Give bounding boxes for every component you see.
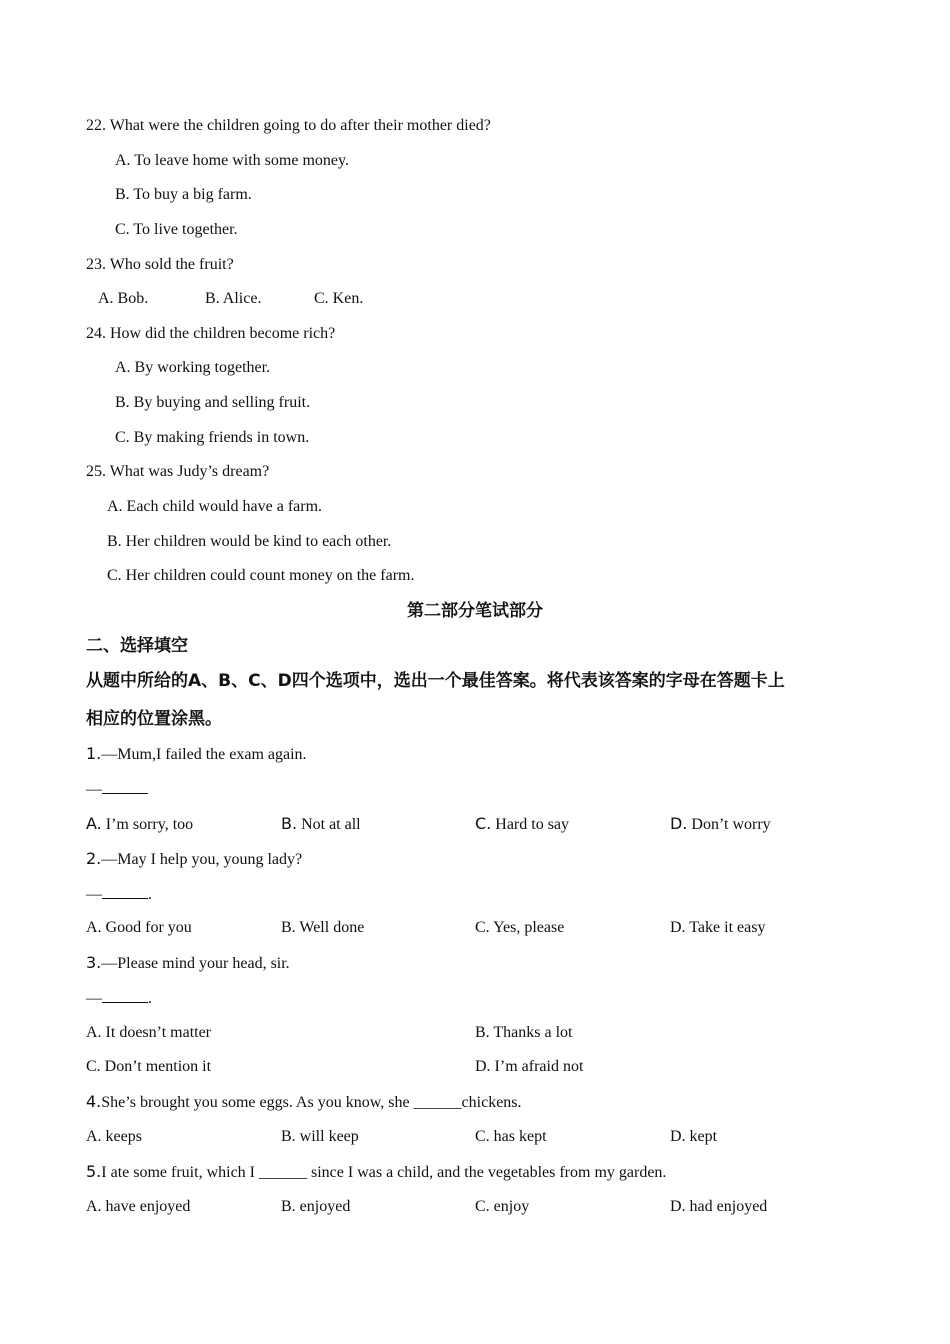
- question-23-option-a: A. Bob.: [98, 290, 149, 307]
- question-22-option-a: A. To leave home with some money.: [115, 152, 349, 169]
- part-two-title: 第二部分笔试部分: [407, 601, 543, 621]
- question-1-option-a: A. I’m sorry, too: [86, 814, 194, 833]
- question-24-option-b: B. By buying and selling fruit.: [115, 394, 311, 411]
- question-23-option-b: B. Alice.: [205, 290, 262, 307]
- question-3-reply: — .: [86, 990, 152, 1007]
- question-5-option-c: C. enjoy: [475, 1198, 530, 1215]
- question-25-option-b: B. Her children would be kind to each other.: [107, 533, 392, 550]
- question-3-option-c: C. Don’t mention it: [86, 1058, 212, 1075]
- instruction-line-1: 从题中所给的A、B、C、D四个选项中，选出一个最佳答案。将代表该答案的字母在答题卡上: [86, 671, 785, 691]
- question-3-option-a: A. It doesn’t matter: [86, 1024, 212, 1041]
- question-5-option-d: D. had enjoyed: [670, 1198, 768, 1215]
- question-25-stem: 25. What was Judy’s dream?: [86, 463, 270, 480]
- question-3-option-b: B. Thanks a lot: [475, 1024, 573, 1041]
- question-22-stem: 22. What were the children going to do after their mother died?: [86, 117, 491, 134]
- question-24-option-c: C. By making friends in town.: [115, 429, 310, 446]
- question-23-stem: 23. Who sold the fruit?: [86, 256, 234, 273]
- question-2-option-d: D. Take it easy: [670, 919, 766, 936]
- answer-blank: [102, 988, 148, 1003]
- answer-blank: [102, 779, 148, 794]
- question-24-stem: 24. How did the children become rich?: [86, 325, 336, 342]
- question-2-option-a: A. Good for you: [86, 919, 192, 936]
- question-5-option-a: A. have enjoyed: [86, 1198, 191, 1215]
- question-3-stem: 3.—Please mind your head, sir.: [86, 953, 290, 972]
- question-23-option-c: C. Ken.: [314, 290, 364, 307]
- question-2-option-c: C. Yes, please: [475, 919, 565, 936]
- question-4-option-b: B. will keep: [281, 1128, 359, 1145]
- question-1-option-d: D. Don’t worry: [670, 814, 771, 833]
- question-22-option-b: B. To buy a big farm.: [115, 186, 252, 203]
- question-1-stem: 1.—Mum,I failed the exam again.: [86, 744, 307, 763]
- question-25-option-a: A. Each child would have a farm.: [107, 498, 323, 515]
- question-3-option-d: D. I’m afraid not: [475, 1058, 584, 1075]
- question-5-stem: 5.I ate some fruit, which I ______ since I was a child, and the vegetables from my garden.: [86, 1162, 667, 1181]
- question-2-reply: — .: [86, 886, 152, 903]
- question-22-option-c: C. To live together.: [115, 221, 238, 238]
- question-1-reply: —: [86, 779, 148, 800]
- question-4-stem: 4.She’s brought you some eggs. As you know, she ______chickens.: [86, 1092, 522, 1111]
- question-1-option-c: C. Hard to say: [475, 814, 570, 833]
- answer-blank: [102, 884, 148, 899]
- question-2-stem: 2.—May I help you, young lady?: [86, 849, 303, 868]
- question-2-option-b: B. Well done: [281, 919, 365, 936]
- question-24-option-a: A. By working together.: [115, 359, 271, 376]
- question-1-option-b: B. Not at all: [281, 814, 361, 833]
- question-5-option-b: B. enjoyed: [281, 1198, 351, 1215]
- question-4-option-c: C. has kept: [475, 1128, 547, 1145]
- instruction-line-2: 相应的位置涂黑。: [86, 709, 222, 729]
- question-25-option-c: C. Her children could count money on the farm.: [107, 567, 415, 584]
- section-heading: 二、选择填空: [86, 636, 188, 656]
- question-4-option-d: D. kept: [670, 1128, 718, 1145]
- question-4-option-a: A. keeps: [86, 1128, 142, 1145]
